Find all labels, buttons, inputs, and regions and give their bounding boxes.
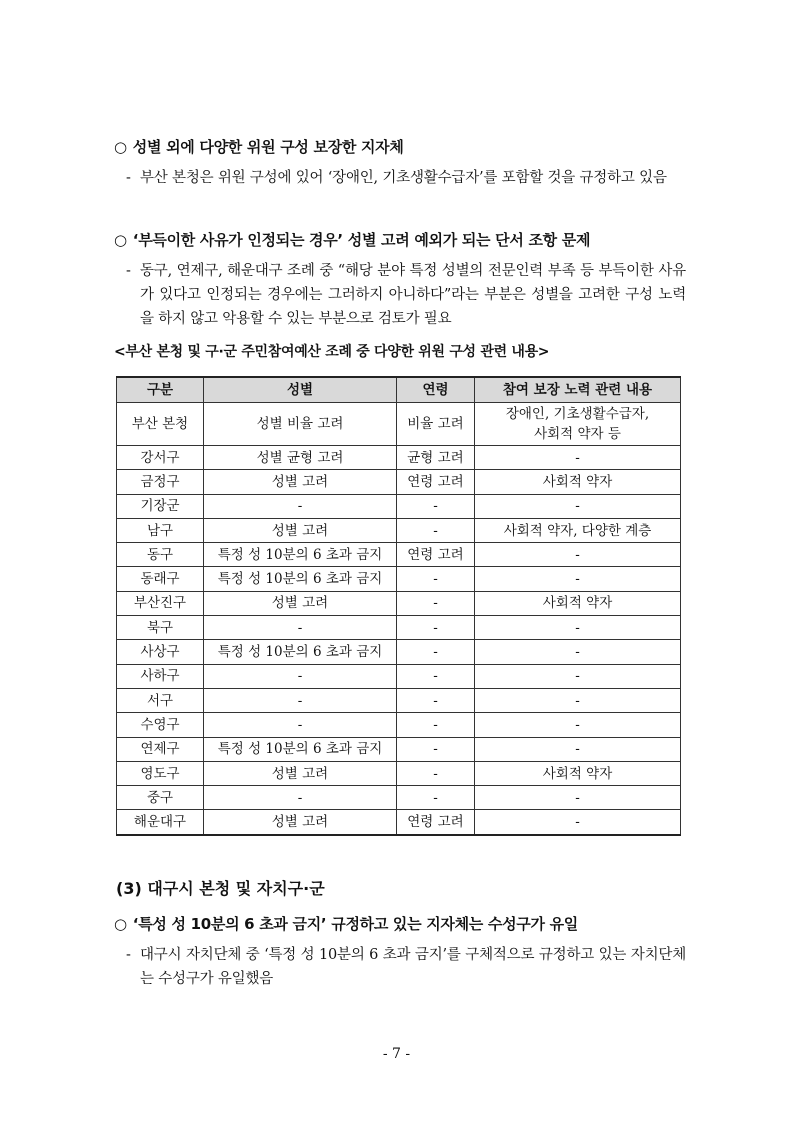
cell-gender: 성별 균형 고려: [204, 446, 397, 470]
cell-participation: -: [475, 616, 681, 640]
table-row: [117, 786, 681, 810]
cell-gender: -: [204, 664, 397, 688]
cell-age: -: [397, 616, 475, 640]
cell-category: 남구: [117, 518, 204, 542]
heading-text: 성별 외에 다양한 위원 구성 보장한 지자체: [132, 138, 404, 156]
dash-marker: -: [126, 947, 131, 963]
cell-gender: 성별 고려: [204, 518, 397, 542]
cell-participation: 사회적 약자: [475, 761, 681, 785]
cell-age: -: [397, 518, 475, 542]
cell-category: 부산 본청: [117, 403, 204, 446]
cell-participation: -: [475, 543, 681, 567]
paragraph-text: 부산 본청은 위원 구성에 있어 ‘장애인, 기초생활수급자’를 포함할 것을 규정하고 있음: [140, 170, 667, 186]
cell-gender: 성별 비율 고려: [204, 403, 397, 446]
member-composition-table: [116, 376, 681, 836]
table-row: [117, 640, 681, 664]
heading-exception-clause: [114, 229, 590, 250]
cell-gender: 특정 성 10분의 6 초과 금지: [204, 640, 397, 664]
cell-gender: -: [204, 713, 397, 737]
cell-category: 영도구: [117, 761, 204, 785]
cell-gender: 성별 고려: [204, 761, 397, 785]
table-row: [117, 616, 681, 640]
table-row: [117, 446, 681, 470]
header-age: 연령: [397, 377, 475, 403]
table-row: [117, 494, 681, 518]
cell-category: 강서구: [117, 446, 204, 470]
header-gender: 성별: [204, 377, 397, 403]
cell-participation: -: [475, 713, 681, 737]
cell-category: 기장군: [117, 494, 204, 518]
cell-age: -: [397, 737, 475, 761]
cell-participation: -: [475, 688, 681, 712]
cell-gender: 특정 성 10분의 6 초과 금지: [204, 567, 397, 591]
table-row: [117, 713, 681, 737]
table-row: [117, 567, 681, 591]
cell-age: 연령 고려: [397, 543, 475, 567]
cell-age: -: [397, 567, 475, 591]
table-row: [117, 761, 681, 785]
cell-participation: -: [475, 494, 681, 518]
cell-age: 균형 고려: [397, 446, 475, 470]
heading-text: ‘부득이한 사유가 인정되는 경우’ 성별 고려 예외가 되는 단서 조항 문제: [132, 231, 591, 249]
cell-category: 부산진구: [117, 591, 204, 615]
cell-age: -: [397, 591, 475, 615]
paragraph-daegu: [126, 943, 686, 991]
cell-participation: -: [475, 737, 681, 761]
table-row: [117, 810, 681, 835]
cell-age: -: [397, 688, 475, 712]
table-row: [117, 543, 681, 567]
cell-participation: 장애인, 기초생활수급자, 사회적 약자 등: [475, 403, 681, 446]
table-row: [117, 737, 681, 761]
cell-category: 사상구: [117, 640, 204, 664]
cell-gender: 성별 고려: [204, 470, 397, 494]
table-row: [117, 688, 681, 712]
heading-text: ‘특성 성 10분의 6 초과 금지’ 규정하고 있는 지자체는 수성구가 유일: [132, 915, 578, 933]
cell-participation: -: [475, 786, 681, 810]
cell-participation: -: [475, 640, 681, 664]
header-participation: 참여 보장 노력 관련 내용: [475, 377, 681, 403]
cell-age: -: [397, 786, 475, 810]
cell-age: -: [397, 664, 475, 688]
cell-category: 수영구: [117, 713, 204, 737]
cell-age: -: [397, 640, 475, 664]
cell-age: 연령 고려: [397, 470, 475, 494]
table-row: [117, 470, 681, 494]
heading-diverse-members: [114, 136, 404, 157]
cell-gender: 성별 고려: [204, 591, 397, 615]
table-caption: <부산 본청 및 구·군 주민참여예산 조례 중 다양한 위원 구성 관련 내용>: [114, 344, 550, 360]
paragraph-exception-clause: [126, 259, 686, 331]
cell-age: 연령 고려: [397, 810, 475, 835]
cell-category: 중구: [117, 786, 204, 810]
table-header-row: [117, 377, 681, 403]
cell-category: 금정구: [117, 470, 204, 494]
bullet-circle: ○: [114, 231, 127, 249]
bullet-circle: ○: [114, 915, 127, 933]
table-row: [117, 518, 681, 542]
cell-gender: 성별 고려: [204, 810, 397, 835]
cell-category: 동래구: [117, 567, 204, 591]
section-title: (3) 대구시 본청 및 자치구·군: [116, 879, 325, 898]
cell-gender: -: [204, 688, 397, 712]
cell-category: 사하구: [117, 664, 204, 688]
cell-age: -: [397, 494, 475, 518]
cell-category: 동구: [117, 543, 204, 567]
cell-participation: -: [475, 664, 681, 688]
cell-age: 비율 고려: [397, 403, 475, 446]
table-row: [117, 403, 681, 446]
dash-marker: -: [126, 170, 131, 186]
cell-participation: 사회적 약자: [475, 591, 681, 615]
cell-category: 해운대구: [117, 810, 204, 835]
paragraph-text: 대구시 자치단체 중 ‘특정 성 10분의 6 초과 금지’를 구체적으로 규정하고 있는 자치단체는 수성구가 유일했음: [140, 947, 686, 987]
bullet-circle: ○: [114, 138, 127, 156]
cell-participation: -: [475, 810, 681, 835]
cell-gender: -: [204, 494, 397, 518]
cell-gender: -: [204, 786, 397, 810]
cell-category: 북구: [117, 616, 204, 640]
page-number: - 7 -: [382, 1046, 411, 1062]
cell-age: -: [397, 713, 475, 737]
header-category: 구분: [117, 377, 204, 403]
cell-gender: 특정 성 10분의 6 초과 금지: [204, 543, 397, 567]
cell-age: -: [397, 761, 475, 785]
dash-marker: -: [126, 263, 131, 279]
table-row: [117, 664, 681, 688]
cell-gender: -: [204, 616, 397, 640]
cell-participation: -: [475, 567, 681, 591]
paragraph-text: 동구, 연제구, 해운대구 조례 중 “해당 분야 특정 성별의 전문인력 부족 등 부득이한 사유가 있다고 인정되는 경우에는 그러하지 아니하다”라는 부분은 성별을 고려한 구성 노력을 하지 않고 악용할 수 있는 부분으로 검토가 필요: [140, 263, 686, 327]
cell-participation: 사회적 약자: [475, 470, 681, 494]
paragraph-busan-main: [126, 166, 686, 190]
cell-category: 연제구: [117, 737, 204, 761]
cell-category: 서구: [117, 688, 204, 712]
heading-suseong: [114, 913, 578, 934]
cell-participation: 사회적 약자, 다양한 계층: [475, 518, 681, 542]
cell-participation: -: [475, 446, 681, 470]
cell-gender: 특정 성 10분의 6 초과 금지: [204, 737, 397, 761]
table-row: [117, 591, 681, 615]
